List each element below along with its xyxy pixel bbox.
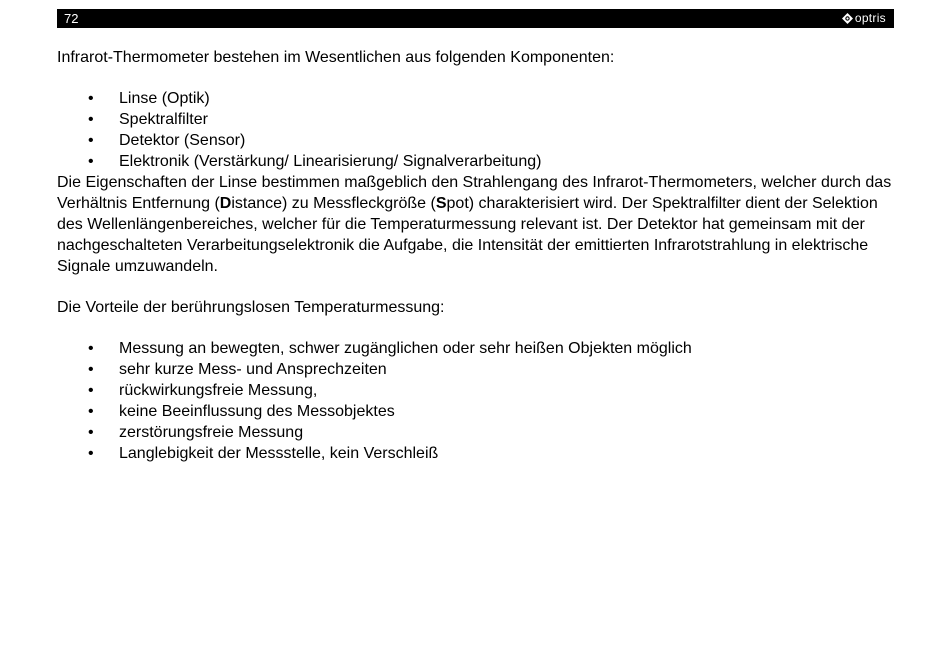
optris-logo-icon [842, 13, 853, 24]
list-item-text: Detektor (Sensor) [119, 132, 246, 149]
paragraph-text: Die Eigenschaften der Linse bestimmen maßgeblich den Strahlengang des Infrarot-Thermometers, welcher durch das Verhältnis Entfernung ( [57, 174, 892, 212]
brand-logo [842, 11, 886, 26]
brand-name: optris [854, 11, 886, 25]
page-number: 72 [64, 11, 79, 26]
bullet-icon: • [88, 382, 94, 399]
bullet-icon: • [88, 132, 94, 149]
bullet-icon: • [88, 424, 94, 441]
list-item [57, 359, 897, 380]
list-item-text: keine Beeinflussung des Messobjektes [119, 403, 395, 420]
list-item-text: zerstörungsfreie Messung [119, 424, 304, 441]
list-item [57, 88, 897, 109]
bullet-icon: • [88, 403, 94, 420]
bullet-icon: • [88, 90, 94, 107]
list-item [57, 401, 897, 422]
paragraph-text: istance) zu Messfleckgröße ( [231, 195, 436, 212]
page-content [57, 47, 897, 464]
advantages-heading: Die Vorteile der berührungslosen Temperaturmessung: [57, 299, 445, 316]
bullet-icon: • [88, 340, 94, 357]
bullet-icon: • [88, 153, 94, 170]
components-list [57, 88, 897, 172]
list-item [57, 380, 897, 401]
list-item [57, 443, 897, 464]
list-item-text: Linse (Optik) [119, 90, 210, 107]
list-item-text: sehr kurze Mess- und Ansprechzeiten [119, 361, 387, 378]
paragraph-text: pot) charakterisiert wird. Der Spektralfilter dient der Selektion des Wellenlängenbereiches, welcher für die Temperaturmessung relevant ist. Der Detektor hat gemeinsam mit der nachgeschalteten Verarbeitungselektronik die Aufgabe, die Intensität der emittierten Infrarotstrahlung in elektrische Signale umzuwandeln. [57, 195, 878, 275]
advantages-list [57, 338, 897, 464]
list-item [57, 109, 897, 130]
spot-letter: S [435, 195, 447, 212]
bullet-icon: • [88, 111, 94, 128]
list-item [57, 130, 897, 151]
page-header-bar [57, 9, 894, 28]
bullet-icon: • [88, 361, 94, 378]
list-item [57, 422, 897, 443]
list-item-text: Spektralfilter [119, 111, 208, 128]
list-item [57, 338, 897, 359]
list-item-text: Elektronik (Verstärkung/ Linearisierung/ Signalverarbeitung) [119, 153, 542, 170]
distance-letter: D [219, 195, 232, 212]
list-item-text: Messung an bewegten, schwer zugänglichen oder sehr heißen Objekten möglich [119, 340, 692, 357]
bullet-icon: • [88, 445, 94, 462]
intro-text: Infrarot-Thermometer bestehen im Wesentlichen aus folgenden Komponenten: [57, 49, 615, 66]
list-item-text: Langlebigkeit der Messstelle, kein Verschleiß [119, 445, 439, 462]
list-item [57, 151, 897, 172]
description-paragraph [57, 172, 897, 277]
list-item-text: rückwirkungsfreie Messung, [119, 382, 318, 399]
